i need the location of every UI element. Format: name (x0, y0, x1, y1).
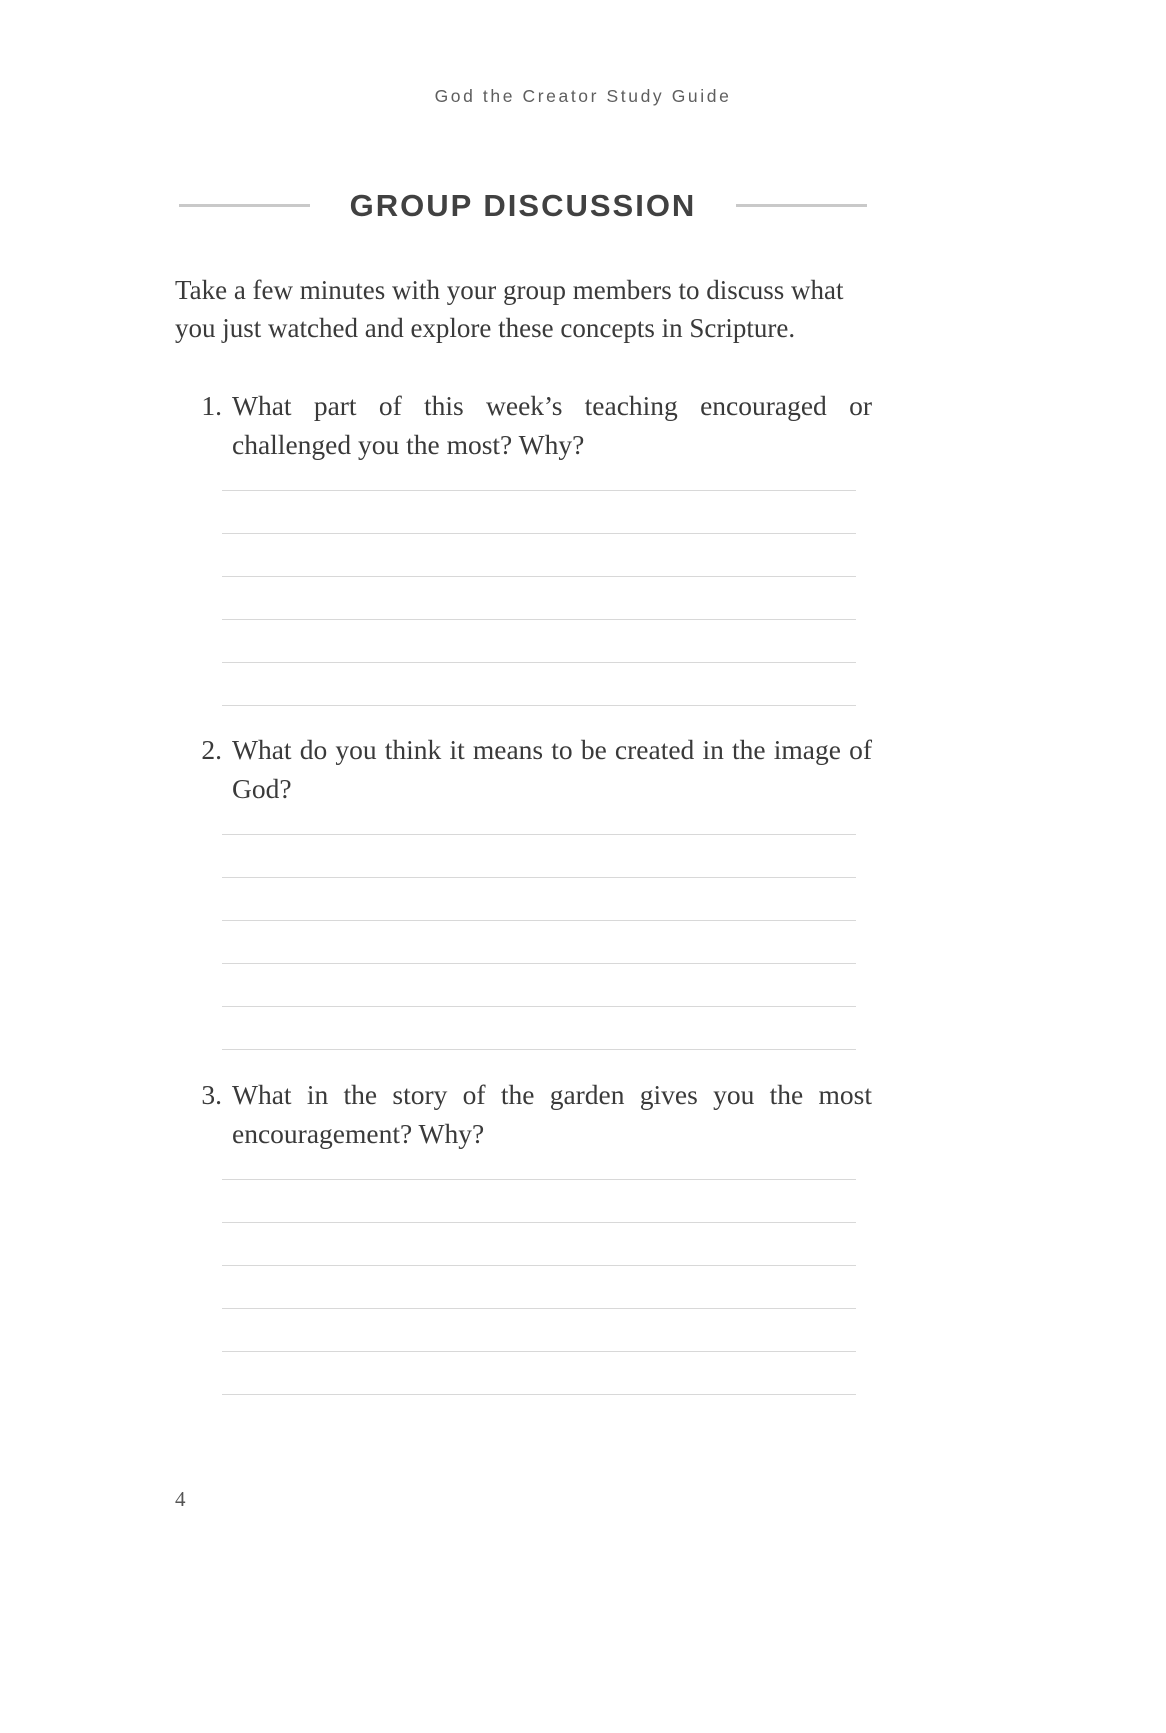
answer-lines-1[interactable] (222, 490, 856, 706)
answer-rule-line[interactable] (222, 533, 856, 534)
answer-rule-line[interactable] (222, 1179, 856, 1180)
answer-rule-line[interactable] (222, 963, 856, 964)
question-1 (190, 386, 872, 464)
answer-rule-line[interactable] (222, 490, 856, 491)
title-rule-right (736, 204, 867, 207)
running-header: God the Creator Study Guide (434, 86, 732, 106)
answer-rule-line[interactable] (222, 1006, 856, 1007)
answer-rule-line[interactable] (222, 877, 856, 878)
question-number: 3. (201, 1079, 222, 1110)
answer-rule-line[interactable] (222, 576, 856, 577)
question-text: What in the story of the garden gives you the most encouragement? Why? (232, 1079, 872, 1149)
answer-lines-2[interactable] (222, 834, 856, 1050)
answer-rule-line[interactable] (222, 834, 856, 835)
answer-rule-line[interactable] (222, 1049, 856, 1050)
answer-lines-3[interactable] (222, 1179, 856, 1395)
answer-rule-line[interactable] (222, 1265, 856, 1266)
answer-rule-line[interactable] (222, 1351, 856, 1352)
question-block-1 (190, 386, 872, 706)
question-text: What do you think it means to be created in the image of God? (232, 734, 872, 804)
page-title: GROUP DISCUSSION (349, 188, 697, 223)
answer-rule-line[interactable] (222, 920, 856, 921)
title-rule-left (179, 204, 310, 207)
answer-rule-line[interactable] (222, 662, 856, 663)
answer-rule-line[interactable] (222, 1308, 856, 1309)
answer-rule-line[interactable] (222, 705, 856, 706)
page-number: 4 (175, 1487, 186, 1511)
question-2 (190, 730, 872, 808)
section-title-row (178, 190, 868, 221)
question-3 (190, 1075, 872, 1153)
intro-paragraph: Take a few minutes with your group members to discuss what you just watched and explore these concepts in Scripture. (175, 275, 844, 343)
answer-rule-line[interactable] (222, 1394, 856, 1395)
question-text: What part of this week’s teaching encouraged or challenged you the most? Why? (232, 390, 872, 460)
answer-rule-line[interactable] (222, 619, 856, 620)
question-block-3 (190, 1075, 872, 1395)
answer-rule-line[interactable] (222, 1222, 856, 1223)
question-block-2 (190, 730, 872, 1050)
question-number: 2. (201, 734, 222, 765)
question-number: 1. (201, 390, 222, 421)
